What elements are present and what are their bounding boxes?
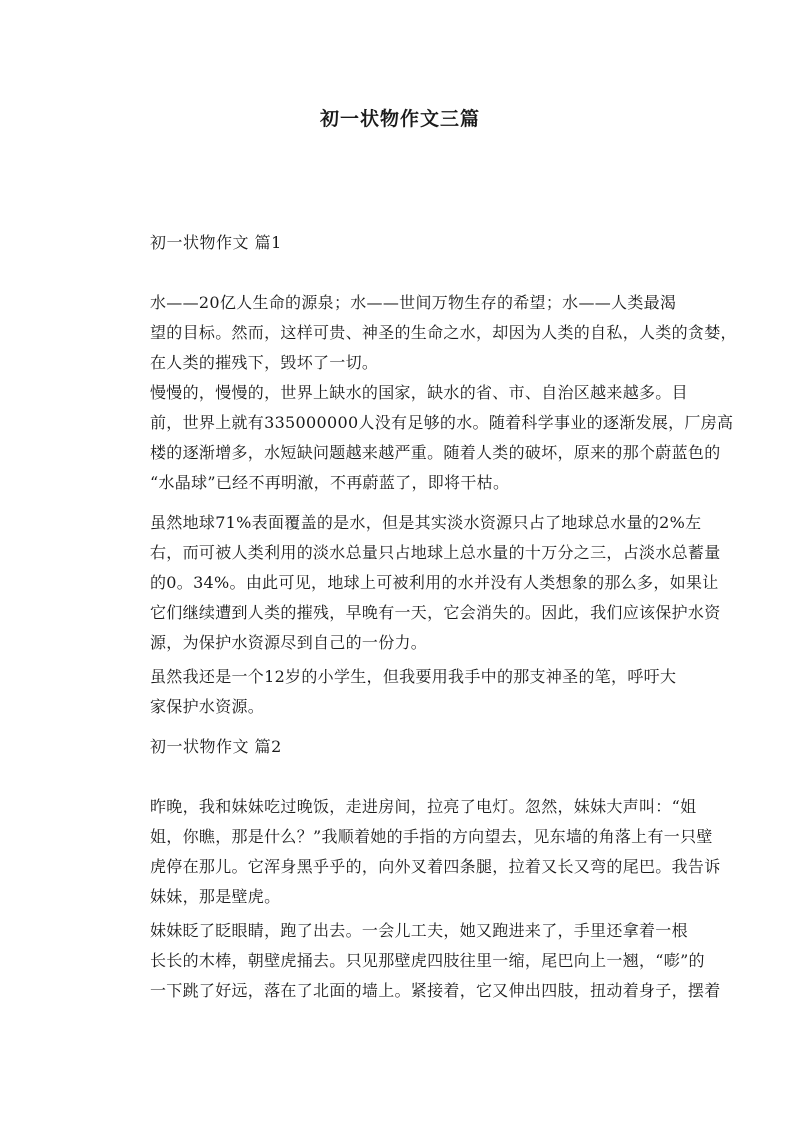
- paragraph: [150, 792, 721, 912]
- paragraph-line: 妹妹，那是壁虎。: [150, 887, 281, 906]
- paragraph-line: 望的目标。然而，这样可贵、神圣的生命之水，却因为人类的自私，人类的贪婪，: [150, 323, 737, 342]
- paragraph-line: 楼的逐渐增多，水短缺问题越来越严重。随着人类的破坏，原来的那个蔚蓝色的: [150, 443, 721, 462]
- paragraph-line: 它们继续遭到人类的摧残，早晚有一天，它会消失的。因此，我们应该保护水资: [150, 603, 721, 622]
- paragraph-line: 的0。34%。由此可见，地球上可被利用的水并没有人类想象的那么多，如果让: [150, 573, 719, 592]
- paragraph-line: 虽然地球71%表面覆盖的是水，但是其实淡水资源只占了地球总水量的2%左: [150, 513, 702, 532]
- paragraph-line: 昨晚，我和妹妹吃过晚饭，走进房间，拉亮了电灯。忽然，妹妹大声叫：“姐: [150, 797, 697, 816]
- paragraph-line: 水——20亿人生命的源泉；水——世间万物生存的希望；水——人类最渴: [150, 293, 677, 312]
- paragraph-line: 源，为保护水资源尽到自己的一份力。: [150, 633, 428, 652]
- paragraph-line: 在人类的摧残下，毁坏了一切。: [150, 353, 379, 372]
- paragraph: [150, 378, 734, 498]
- paragraph-line: 姐，你瞧，那是什么？”我顺着她的手指的方向望去，见东墙的角落上有一只壁: [150, 827, 713, 846]
- paragraph-line: 慢慢的，慢慢的，世界上缺水的国家，缺水的省、市、自治区越来越多。目: [150, 383, 688, 402]
- paragraph: [150, 288, 737, 378]
- paragraph-line: 妹妹眨了眨眼睛，跑了出去。一会儿工夫，她又跑进来了，手里还拿着一根: [150, 921, 688, 940]
- paragraph-line: 长长的木棒，朝壁虎捅去。只见那壁虎四肢往里一缩，尾巴向上一翘，“嘭”的: [150, 951, 705, 970]
- paragraph-line: 一下跳了好远，落在了北面的墙上。紧接着，它又伸出四肢，扭动着身子，摆着: [150, 981, 721, 1000]
- paragraph-line: 虽然我还是一个12岁的小学生，但我要用我手中的那支神圣的笔，呼吁大: [150, 667, 677, 686]
- section-heading-1: 初一状物作文 篇1: [150, 233, 282, 252]
- document-title: 初一状物作文三篇: [319, 108, 480, 130]
- paragraph-line: 前，世界上就有335000000人没有足够的水。随着科学事业的逐渐发展，厂房高: [150, 413, 734, 432]
- paragraph-line: “水晶球”已经不再明澈，不再蔚蓝了，即将干枯。: [150, 473, 510, 492]
- paragraph: [150, 508, 721, 658]
- paragraph-line: 虎停在那儿。它浑身黑乎乎的，向外叉着四条腿，拉着又长又弯的尾巴。我告诉: [150, 857, 721, 876]
- paragraph: [150, 662, 677, 722]
- paragraph: [150, 916, 721, 1006]
- section-heading-2: 初一状物作文 篇2: [150, 737, 282, 756]
- paragraph-line: 家保护水资源。: [150, 697, 265, 716]
- paragraph-line: 右，而可被人类利用的淡水总量只占地球上总水量的十万分之三，占淡水总蓄量: [150, 543, 721, 562]
